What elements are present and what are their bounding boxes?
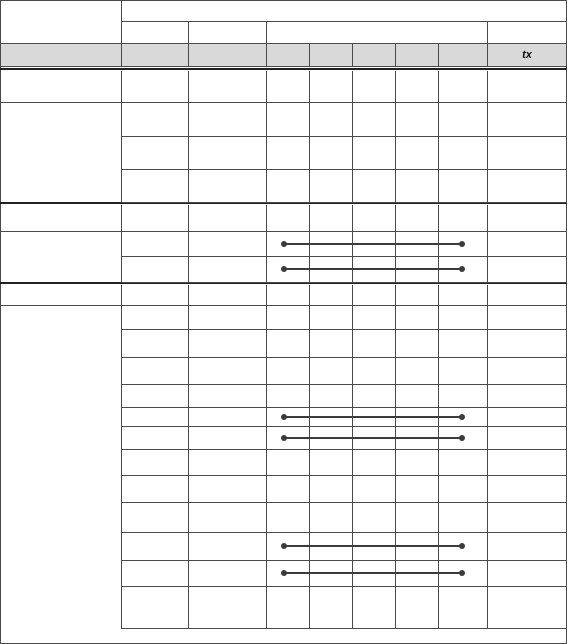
x-mark: [188, 305, 266, 329]
x-mark: [188, 384, 266, 407]
table-line: [188, 205, 189, 282]
table-line: [266, 205, 267, 282]
x-mark: [487, 475, 567, 502]
span-start-dot: [281, 543, 287, 549]
table-line: [395, 285, 396, 628]
row-label: [6, 586, 122, 628]
x-mark: [121, 102, 188, 136]
x-mark: [395, 502, 438, 532]
x-mark: [487, 407, 567, 426]
x-mark: [309, 502, 352, 532]
table-line: [309, 71, 310, 202]
group-header: [266, 21, 487, 43]
x-mark: [487, 426, 567, 449]
study-period-header: [121, 0, 567, 21]
table-line: [121, 205, 122, 282]
span-bar: [284, 437, 462, 439]
x-mark: [309, 475, 352, 502]
table-line: [188, 71, 189, 202]
x-mark: [188, 357, 266, 384]
row-label: [6, 426, 122, 449]
x-mark: [352, 449, 395, 475]
x-mark: [188, 449, 266, 475]
table-line: [438, 71, 439, 202]
span-bar: [284, 572, 462, 574]
table-line: [395, 43, 396, 66]
x-mark: [487, 357, 567, 384]
table-line: [0, 0, 567, 1]
table-line: [438, 285, 439, 628]
x-mark: [487, 586, 567, 628]
row-label: [0, 169, 121, 202]
table-line: [309, 43, 310, 66]
row-label: [6, 357, 122, 384]
table-line: [266, 71, 267, 202]
x-mark: [352, 502, 395, 532]
row-label: [6, 305, 122, 329]
x-mark: [188, 169, 266, 202]
span-bar: [284, 416, 462, 418]
x-mark: [352, 475, 395, 502]
span-end-dot: [459, 435, 465, 441]
table-line: [352, 71, 353, 202]
table-line: [188, 285, 189, 628]
x-mark: [395, 329, 438, 357]
span-start-dot: [281, 241, 287, 247]
table-line: [352, 285, 353, 628]
group-header: [487, 21, 567, 43]
group-header: [121, 21, 188, 43]
timepoint-value: [352, 43, 395, 66]
x-mark: [121, 136, 188, 169]
row-label: [6, 532, 122, 560]
table-line: [487, 71, 488, 202]
table-line: [438, 43, 439, 66]
span-end-dot: [459, 241, 465, 247]
x-mark: [487, 560, 567, 586]
x-mark: [487, 502, 567, 532]
span-end-dot: [459, 414, 465, 420]
x-mark: [309, 305, 352, 329]
table-line: [121, 71, 122, 202]
table-line: [395, 71, 396, 202]
table-line: [487, 21, 488, 66]
table-line: [266, 285, 267, 628]
x-mark: [309, 586, 352, 628]
x-mark: [395, 357, 438, 384]
x-mark: [395, 384, 438, 407]
table-line: [352, 205, 353, 282]
x-mark: [352, 586, 395, 628]
table-line: [0, 43, 567, 44]
table-line: [0, 0, 1, 644]
x-mark: [438, 384, 487, 407]
span-bar: [284, 268, 462, 270]
timepoint-value: [121, 43, 188, 66]
timepoint-label: [0, 43, 121, 66]
table-line: [309, 285, 310, 628]
row-label: [0, 136, 121, 169]
table-line: [487, 285, 488, 628]
section-title: [6, 205, 121, 231]
x-mark: [395, 475, 438, 502]
row-label: [6, 502, 122, 532]
x-mark: [487, 329, 567, 357]
x-mark: [309, 384, 352, 407]
row-label: [6, 560, 122, 586]
span-start-dot: [281, 266, 287, 272]
timepoint-value: [266, 43, 309, 66]
table-line: [121, 202, 567, 203]
x-mark: [487, 449, 567, 475]
span-end-dot: [459, 266, 465, 272]
table-line: [487, 205, 488, 282]
x-mark: [309, 329, 352, 357]
x-mark: [487, 384, 567, 407]
x-mark: [121, 305, 188, 329]
table-line: [395, 205, 396, 282]
table-line: [121, 282, 567, 283]
group-header: [188, 21, 266, 43]
timepoint-value: [438, 43, 487, 66]
x-mark: [188, 329, 266, 357]
row-label: [6, 329, 122, 357]
table-line: [352, 43, 353, 66]
x-mark: [438, 329, 487, 357]
x-mark: [487, 305, 567, 329]
x-mark: [395, 305, 438, 329]
table-line: [121, 285, 122, 628]
x-mark: [352, 357, 395, 384]
x-mark: [309, 357, 352, 384]
x-mark: [487, 532, 567, 560]
row-label: [6, 407, 122, 426]
section-divider: [0, 68, 567, 70]
timepoint-tx: tx: [522, 48, 532, 61]
x-mark: [438, 305, 487, 329]
table-line: [121, 628, 567, 629]
timepoint-value: [188, 43, 266, 66]
table-line: [121, 0, 122, 66]
span-start-dot: [281, 414, 287, 420]
timepoint-value: [487, 43, 567, 66]
span-end-dot: [459, 543, 465, 549]
table-line: [309, 205, 310, 282]
x-mark: [352, 384, 395, 407]
span-bar: [284, 545, 462, 547]
row-label: [6, 384, 122, 407]
row-label: [24, 231, 134, 256]
timepoint-value: [309, 43, 352, 66]
table-line: [0, 66, 567, 67]
x-mark: [438, 586, 487, 628]
timepoint-value: [395, 43, 438, 66]
table-line: [188, 21, 189, 66]
x-mark: [438, 502, 487, 532]
row-label: [6, 475, 122, 502]
x-mark: [352, 329, 395, 357]
span-start-dot: [281, 435, 287, 441]
span-bar: [284, 243, 462, 245]
row-label: [24, 256, 134, 282]
table-line: [438, 205, 439, 282]
x-mark: [395, 586, 438, 628]
row-label: [0, 102, 121, 136]
table-line: [266, 21, 267, 66]
section-title: [6, 71, 121, 102]
x-mark: [438, 357, 487, 384]
x-mark: [352, 305, 395, 329]
span-end-dot: [459, 570, 465, 576]
x-mark: [438, 475, 487, 502]
span-start-dot: [281, 570, 287, 576]
row-label: [6, 449, 122, 475]
section-title: [6, 285, 121, 305]
